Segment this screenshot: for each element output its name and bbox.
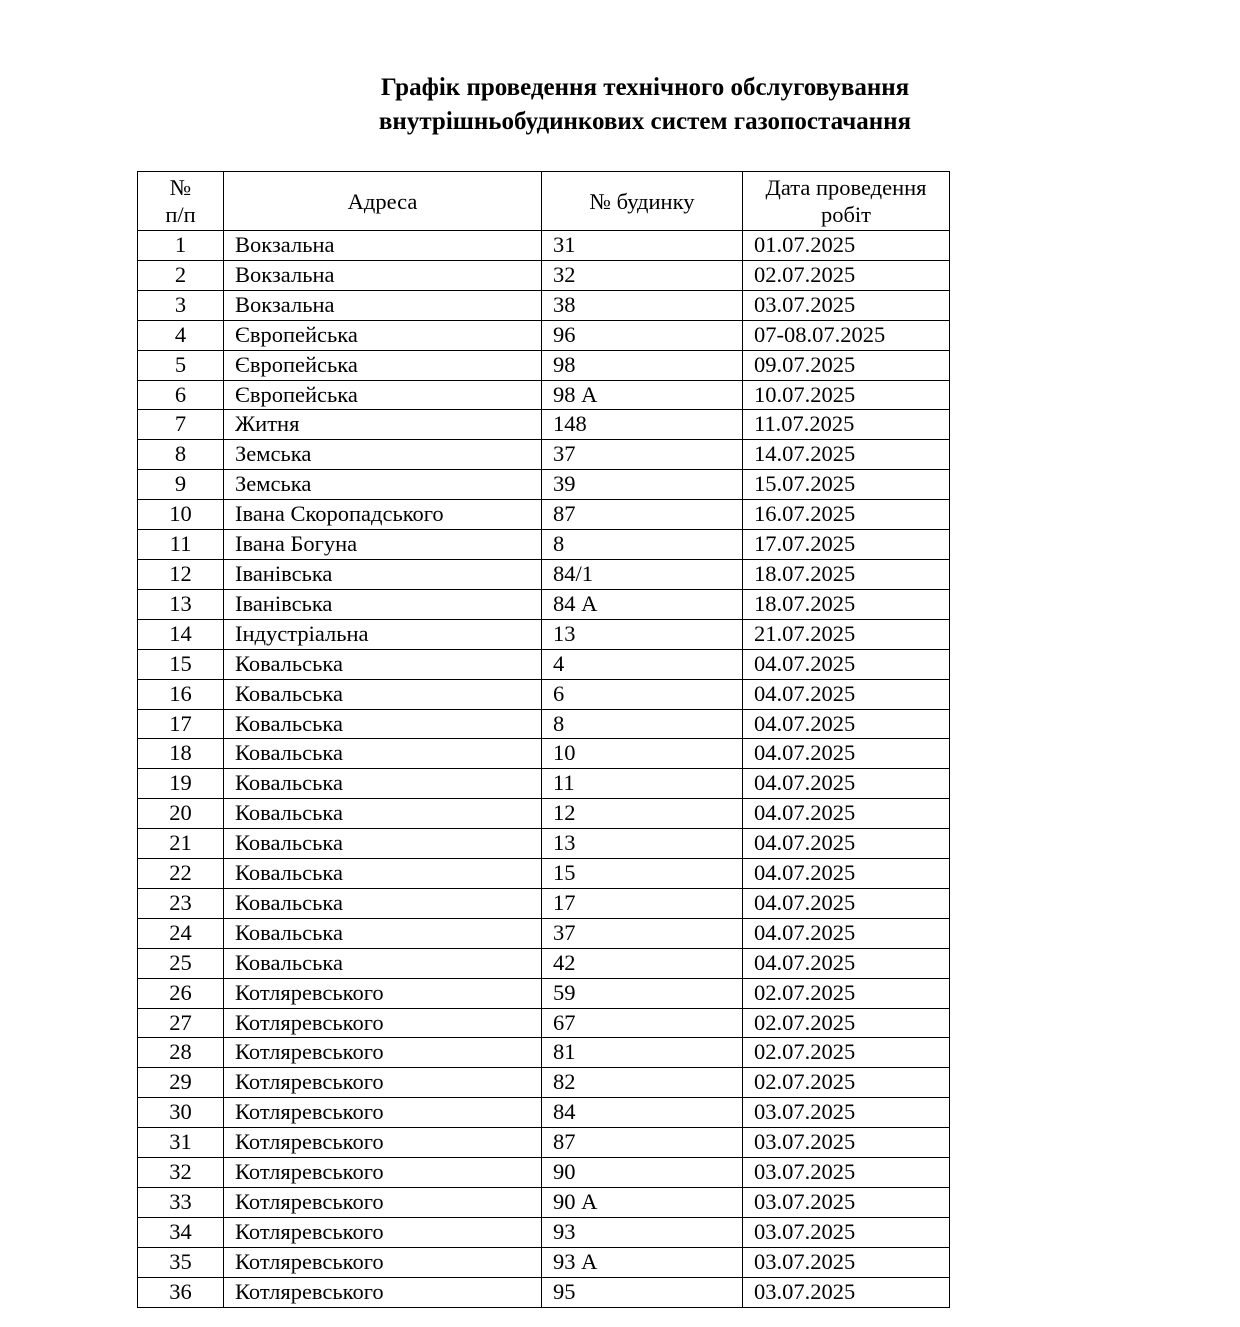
house-number: 32 bbox=[542, 260, 743, 290]
row-number: 16 bbox=[138, 679, 224, 709]
document-title bbox=[0, 71, 1240, 139]
house-number: 8 bbox=[542, 530, 743, 560]
house-number: 93 А bbox=[542, 1247, 743, 1277]
street-name: Ковальська bbox=[224, 799, 542, 829]
table-row bbox=[138, 918, 950, 948]
house-number: 59 bbox=[542, 978, 743, 1008]
house-number: 95 bbox=[542, 1277, 743, 1307]
work-date: 07-08.07.2025 bbox=[743, 320, 950, 350]
row-number: 35 bbox=[138, 1247, 224, 1277]
street-name: Ковальська bbox=[224, 709, 542, 739]
street-name: Іванівська bbox=[224, 589, 542, 619]
house-number: 31 bbox=[542, 231, 743, 261]
house-number: 42 bbox=[542, 948, 743, 978]
row-number: 17 bbox=[138, 709, 224, 739]
work-date: 02.07.2025 bbox=[743, 260, 950, 290]
header-house: № будинку bbox=[542, 172, 743, 231]
house-number: 148 bbox=[542, 410, 743, 440]
work-date: 03.07.2025 bbox=[743, 1217, 950, 1247]
table-body bbox=[138, 231, 950, 1308]
street-name: Ковальська bbox=[224, 739, 542, 769]
table-row bbox=[138, 260, 950, 290]
row-number: 18 bbox=[138, 739, 224, 769]
row-number: 27 bbox=[138, 1008, 224, 1038]
house-number: 13 bbox=[542, 829, 743, 859]
table-row bbox=[138, 1277, 950, 1307]
street-name: Ковальська bbox=[224, 679, 542, 709]
row-number: 20 bbox=[138, 799, 224, 829]
house-number: 39 bbox=[542, 470, 743, 500]
street-name: Ковальська bbox=[224, 769, 542, 799]
house-number: 37 bbox=[542, 440, 743, 470]
street-name: Котляревського bbox=[224, 1188, 542, 1218]
table-row bbox=[138, 1098, 950, 1128]
work-date: 04.07.2025 bbox=[743, 799, 950, 829]
table-row bbox=[138, 1217, 950, 1247]
street-name: Європейська bbox=[224, 320, 542, 350]
table-row bbox=[138, 829, 950, 859]
work-date: 03.07.2025 bbox=[743, 1098, 950, 1128]
table-row bbox=[138, 410, 950, 440]
table-row bbox=[138, 350, 950, 380]
row-number: 33 bbox=[138, 1188, 224, 1218]
house-number: 12 bbox=[542, 799, 743, 829]
header-number bbox=[138, 172, 224, 231]
work-date: 03.07.2025 bbox=[743, 1188, 950, 1218]
header-number-line-2: п/п bbox=[165, 202, 196, 227]
house-number: 84 bbox=[542, 1098, 743, 1128]
table-row bbox=[138, 709, 950, 739]
house-number: 96 bbox=[542, 320, 743, 350]
row-number: 32 bbox=[138, 1158, 224, 1188]
house-number: 17 bbox=[542, 888, 743, 918]
header-date bbox=[743, 172, 950, 231]
table-row bbox=[138, 231, 950, 261]
row-number: 10 bbox=[138, 500, 224, 530]
row-number: 31 bbox=[138, 1128, 224, 1158]
row-number: 14 bbox=[138, 619, 224, 649]
table-row bbox=[138, 679, 950, 709]
work-date: 03.07.2025 bbox=[743, 290, 950, 320]
row-number: 1 bbox=[138, 231, 224, 261]
title-line-2: внутрішньобудинкових систем газопостачання bbox=[378, 108, 912, 135]
work-date: 15.07.2025 bbox=[743, 470, 950, 500]
table-row bbox=[138, 1158, 950, 1188]
work-date: 03.07.2025 bbox=[743, 1128, 950, 1158]
house-number: 84 А bbox=[542, 589, 743, 619]
header-date-line-2: робіт bbox=[820, 202, 872, 227]
street-name: Івана Скоропадського bbox=[224, 500, 542, 530]
row-number: 25 bbox=[138, 948, 224, 978]
row-number: 30 bbox=[138, 1098, 224, 1128]
work-date: 10.07.2025 bbox=[743, 380, 950, 410]
table-row bbox=[138, 290, 950, 320]
street-name: Ковальська bbox=[224, 888, 542, 918]
work-date: 04.07.2025 bbox=[743, 709, 950, 739]
table-row bbox=[138, 1247, 950, 1277]
header-number-line-1: № bbox=[169, 175, 192, 200]
row-number: 26 bbox=[138, 978, 224, 1008]
row-number: 19 bbox=[138, 769, 224, 799]
street-name: Іванівська bbox=[224, 559, 542, 589]
work-date: 02.07.2025 bbox=[743, 1038, 950, 1068]
house-number: 84/1 bbox=[542, 559, 743, 589]
street-name: Індустріальна bbox=[224, 619, 542, 649]
maintenance-schedule-table bbox=[137, 171, 950, 1308]
street-name: Ковальська bbox=[224, 829, 542, 859]
row-number: 3 bbox=[138, 290, 224, 320]
row-number: 23 bbox=[138, 888, 224, 918]
table-row bbox=[138, 320, 950, 350]
street-name: Ковальська bbox=[224, 649, 542, 679]
row-number: 22 bbox=[138, 859, 224, 889]
street-name: Котляревського bbox=[224, 978, 542, 1008]
house-number: 67 bbox=[542, 1008, 743, 1038]
work-date: 04.07.2025 bbox=[743, 918, 950, 948]
house-number: 87 bbox=[542, 500, 743, 530]
row-number: 34 bbox=[138, 1217, 224, 1247]
work-date: 14.07.2025 bbox=[743, 440, 950, 470]
house-number: 98 bbox=[542, 350, 743, 380]
row-number: 28 bbox=[138, 1038, 224, 1068]
row-number: 24 bbox=[138, 918, 224, 948]
work-date: 04.07.2025 bbox=[743, 859, 950, 889]
work-date: 04.07.2025 bbox=[743, 829, 950, 859]
work-date: 04.07.2025 bbox=[743, 739, 950, 769]
street-name: Земська bbox=[224, 440, 542, 470]
house-number: 10 bbox=[542, 739, 743, 769]
work-date: 01.07.2025 bbox=[743, 231, 950, 261]
row-number: 29 bbox=[138, 1068, 224, 1098]
house-number: 37 bbox=[542, 918, 743, 948]
house-number: 11 bbox=[542, 769, 743, 799]
work-date: 09.07.2025 bbox=[743, 350, 950, 380]
title-line-1: Графік проведення технічного обслуговування bbox=[380, 74, 910, 101]
street-name: Котляревського bbox=[224, 1217, 542, 1247]
house-number: 13 bbox=[542, 619, 743, 649]
street-name: Вокзальна bbox=[224, 290, 542, 320]
table-row bbox=[138, 739, 950, 769]
house-number: 4 bbox=[542, 649, 743, 679]
work-date: 02.07.2025 bbox=[743, 1008, 950, 1038]
house-number: 93 bbox=[542, 1217, 743, 1247]
street-name: Івана Богуна bbox=[224, 530, 542, 560]
table-row bbox=[138, 530, 950, 560]
work-date: 02.07.2025 bbox=[743, 1068, 950, 1098]
row-number: 11 bbox=[138, 530, 224, 560]
table-row bbox=[138, 978, 950, 1008]
work-date: 04.07.2025 bbox=[743, 679, 950, 709]
row-number: 6 bbox=[138, 380, 224, 410]
row-number: 2 bbox=[138, 260, 224, 290]
street-name: Котляревського bbox=[224, 1068, 542, 1098]
street-name: Житня bbox=[224, 410, 542, 440]
table-row bbox=[138, 559, 950, 589]
row-number: 7 bbox=[138, 410, 224, 440]
work-date: 04.07.2025 bbox=[743, 948, 950, 978]
table-row bbox=[138, 888, 950, 918]
work-date: 04.07.2025 bbox=[743, 769, 950, 799]
street-name: Ковальська bbox=[224, 859, 542, 889]
table-row bbox=[138, 769, 950, 799]
row-number: 5 bbox=[138, 350, 224, 380]
house-number: 90 А bbox=[542, 1188, 743, 1218]
street-name: Ковальська bbox=[224, 948, 542, 978]
house-number: 38 bbox=[542, 290, 743, 320]
table-row bbox=[138, 1068, 950, 1098]
table-row bbox=[138, 589, 950, 619]
work-date: 18.07.2025 bbox=[743, 589, 950, 619]
street-name: Вокзальна bbox=[224, 231, 542, 261]
table-row bbox=[138, 619, 950, 649]
table-row bbox=[138, 380, 950, 410]
row-number: 4 bbox=[138, 320, 224, 350]
work-date: 03.07.2025 bbox=[743, 1158, 950, 1188]
street-name: Європейська bbox=[224, 350, 542, 380]
house-number: 82 bbox=[542, 1068, 743, 1098]
street-name: Котляревського bbox=[224, 1158, 542, 1188]
row-number: 15 bbox=[138, 649, 224, 679]
table-row bbox=[138, 500, 950, 530]
row-number: 21 bbox=[138, 829, 224, 859]
house-number: 98 А bbox=[542, 380, 743, 410]
work-date: 03.07.2025 bbox=[743, 1277, 950, 1307]
house-number: 90 bbox=[542, 1158, 743, 1188]
street-name: Котляревського bbox=[224, 1128, 542, 1158]
table-row bbox=[138, 649, 950, 679]
street-name: Котляревського bbox=[224, 1247, 542, 1277]
house-number: 15 bbox=[542, 859, 743, 889]
work-date: 18.07.2025 bbox=[743, 559, 950, 589]
header-address: Адреса bbox=[224, 172, 542, 231]
table-row bbox=[138, 859, 950, 889]
street-name: Земська bbox=[224, 470, 542, 500]
row-number: 12 bbox=[138, 559, 224, 589]
work-date: 21.07.2025 bbox=[743, 619, 950, 649]
row-number: 13 bbox=[138, 589, 224, 619]
house-number: 8 bbox=[542, 709, 743, 739]
table-row bbox=[138, 799, 950, 829]
table-header-row bbox=[138, 172, 950, 231]
table-row bbox=[138, 440, 950, 470]
table-row bbox=[138, 1128, 950, 1158]
street-name: Котляревського bbox=[224, 1277, 542, 1307]
street-name: Ковальська bbox=[224, 918, 542, 948]
street-name: Котляревського bbox=[224, 1008, 542, 1038]
row-number: 9 bbox=[138, 470, 224, 500]
table-row bbox=[138, 948, 950, 978]
house-number: 6 bbox=[542, 679, 743, 709]
work-date: 17.07.2025 bbox=[743, 530, 950, 560]
row-number: 8 bbox=[138, 440, 224, 470]
work-date: 16.07.2025 bbox=[743, 500, 950, 530]
row-number: 36 bbox=[138, 1277, 224, 1307]
header-date-line-1: Дата проведення bbox=[765, 175, 927, 200]
work-date: 04.07.2025 bbox=[743, 649, 950, 679]
work-date: 04.07.2025 bbox=[743, 888, 950, 918]
house-number: 87 bbox=[542, 1128, 743, 1158]
street-name: Вокзальна bbox=[224, 260, 542, 290]
work-date: 03.07.2025 bbox=[743, 1247, 950, 1277]
table-row bbox=[138, 1188, 950, 1218]
street-name: Котляревського bbox=[224, 1038, 542, 1068]
table-row bbox=[138, 470, 950, 500]
street-name: Котляревського bbox=[224, 1098, 542, 1128]
work-date: 11.07.2025 bbox=[743, 410, 950, 440]
table-row bbox=[138, 1038, 950, 1068]
work-date: 02.07.2025 bbox=[743, 978, 950, 1008]
table-row bbox=[138, 1008, 950, 1038]
house-number: 81 bbox=[542, 1038, 743, 1068]
street-name: Європейська bbox=[224, 380, 542, 410]
